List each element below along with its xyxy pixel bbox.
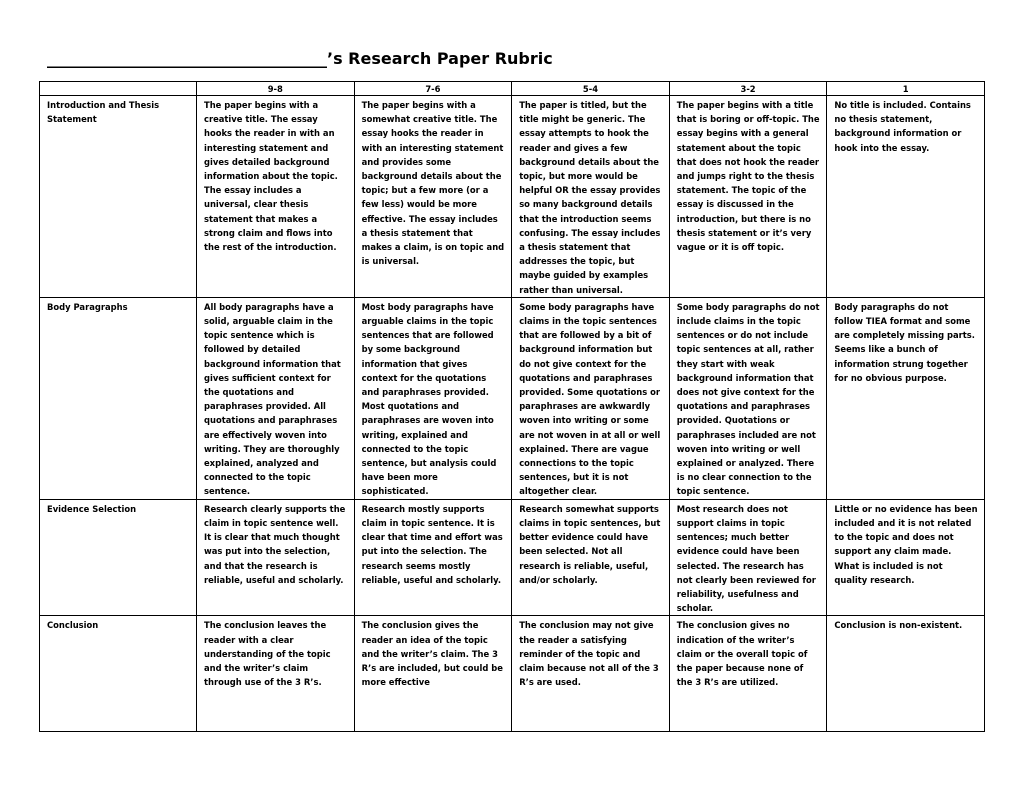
descriptor-cell: Conclusion is non-existent. <box>827 616 985 732</box>
rubric-table <box>39 81 985 732</box>
header-row <box>40 82 985 96</box>
descriptor-cell: The paper begins with a title that is boring or off-topic. The essay begins with a general statement about the topic that does not hook the reader and jumps right to the thesis statement. The topic of the essay is discussed in the introduction, but there is no thesis statement or it’s very vague or it is off topic. <box>669 96 827 298</box>
page-title: ___________________________________’s Research Paper Rubric <box>47 49 553 68</box>
descriptor-cell: The conclusion gives no indication of the writer’s claim or the overall topic of the paper because none of the 3 R’s are utilized. <box>669 616 827 732</box>
header-score-1: 1 <box>827 82 985 96</box>
descriptor-cell: The paper begins with a somewhat creative title. The essay hooks the reader in with an interesting statement and provides some background details about the topic; but a few more (or a few less) would be more effective. The essay includes a thesis statement that makes a claim, is on topic and is universal. <box>354 96 512 298</box>
header-score-9-8: 9-8 <box>197 82 355 96</box>
row-conclusion <box>40 616 985 732</box>
criterion-cell: Introduction and Thesis Statement <box>40 96 197 298</box>
descriptor-cell: Little or no evidence has been included and it is not related to the topic and does not support any claim made. What is included is not quality research. <box>827 499 985 616</box>
criterion-cell: Conclusion <box>40 616 197 732</box>
descriptor-cell: Most research does not support claims in topic sentences; much better evidence could have been selected. The research has not clearly been reviewed for reliability, usefulness and scholar. <box>669 499 827 616</box>
header-score-7-6: 7-6 <box>354 82 512 96</box>
criterion-cell: Evidence Selection <box>40 499 197 616</box>
descriptor-cell: The conclusion may not give the reader a satisfying reminder of the topic and claim because not all of the 3 R’s are used. <box>512 616 670 732</box>
descriptor-cell: No title is included. Contains no thesis statement, background information or hook into the essay. <box>827 96 985 298</box>
descriptor-cell: Some body paragraphs do not include claims in the topic sentences or do not include topic sentences at all, rather they start with weak background information that does not give context for the quotations and paraphrases provided. Quotations or paraphrases included are not woven into writing or well explained or analyzed. There is no clear connection to the topic sentence. <box>669 297 827 499</box>
descriptor-cell: Research somewhat supports claims in topic sentences, but better evidence could have been selected. Not all research is reliable, useful, and/or scholarly. <box>512 499 670 616</box>
descriptor-cell: The paper is titled, but the title might be generic. The essay attempts to hook the reader and gives a few background details about the topic, but more would be helpful OR the essay provides so many background details that the introduction seems confusing. The essay includes a thesis statement that addresses the topic, but maybe guided by examples rather than universal. <box>512 96 670 298</box>
descriptor-cell: The conclusion gives the reader an idea of the topic and the writer’s claim. The 3 R’s are included, but could be more effective <box>354 616 512 732</box>
descriptor-cell: Research clearly supports the claim in topic sentence well. It is clear that much thought was put into the selection, and that the research is reliable, useful and scholarly. <box>197 499 355 616</box>
row-introduction <box>40 96 985 298</box>
row-evidence-selection <box>40 499 985 616</box>
descriptor-cell: The conclusion leaves the reader with a clear understanding of the topic and the writer’s claim through use of the 3 R’s. <box>197 616 355 732</box>
header-score-5-4: 5-4 <box>512 82 670 96</box>
row-body-paragraphs <box>40 297 985 499</box>
descriptor-cell: Body paragraphs do not follow TIEA format and some are completely missing parts. Seems like a bunch of information strung together for no obvious purpose. <box>827 297 985 499</box>
criterion-cell: Body Paragraphs <box>40 297 197 499</box>
header-score-3-2: 3-2 <box>669 82 827 96</box>
descriptor-cell: Most body paragraphs have arguable claims in the topic sentences that are followed by some background information that gives context for the quotations and paraphrases provided. Most quotations and paraphrases are woven into writing, explained and connected to the topic sentence, but analysis could have been more sophisticated. <box>354 297 512 499</box>
header-criterion <box>40 82 197 96</box>
descriptor-cell: All body paragraphs have a solid, arguable claim in the topic sentence which is followed by detailed background information that gives sufficient context for the quotations and paraphrases provided. All quotations and paraphrases are effectively woven into writing. They are thoroughly explained, analyzed and connected to the topic sentence. <box>197 297 355 499</box>
descriptor-cell: Some body paragraphs have claims in the topic sentences that are followed by a bit of background information but do not give context for the quotations and paraphrases provided. Some quotations or paraphrases are awkwardly woven into writing or some are not woven in at all or well explained. There are vague connections to the topic sentences, but it is not altogether clear. <box>512 297 670 499</box>
descriptor-cell: Research mostly supports claim in topic sentence. It is clear that time and effort was put into the selection. The research seems mostly reliable, useful and scholarly. <box>354 499 512 616</box>
descriptor-cell: The paper begins with a creative title. The essay hooks the reader in with an interesting statement and gives detailed background information about the topic. The essay includes a universal, clear thesis statement that makes a strong claim and flows into the rest of the introduction. <box>197 96 355 298</box>
